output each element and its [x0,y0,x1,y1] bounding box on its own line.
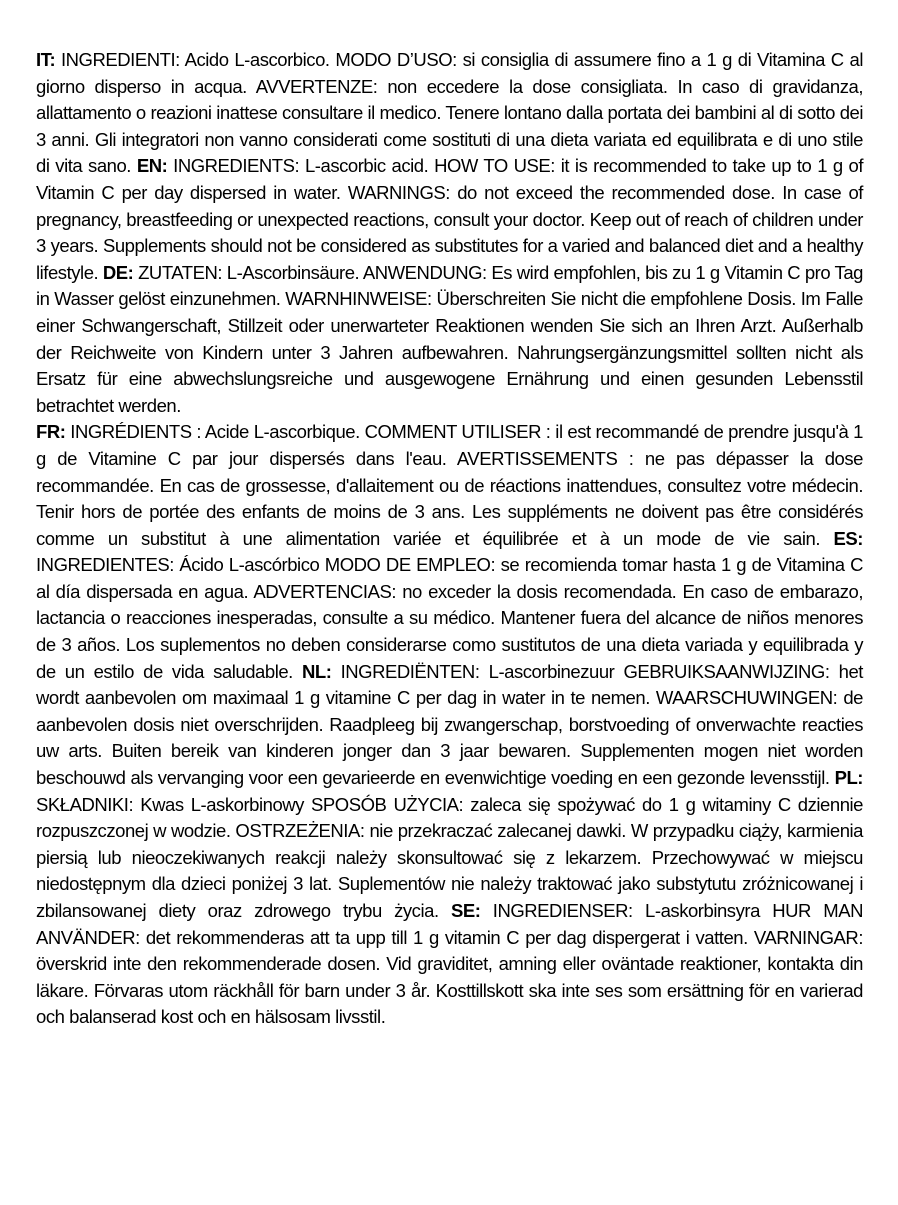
lang-code-se: SE: [450,900,481,921]
lang-code-pl: PL: [834,767,863,789]
lang-text-se: INGREDIENSER: L-askorbinsyra HUR MAN ANVÄNDER: det rekommenderas att ta upp till 1 g vitamin C per dag dispergerat i vatten. VARNINGAR: överskrid inte den rekommenderade dosen. Vid graviditet, amning eller oväntade reaktioner, kontakta din läkare. Förvaras utom räckhåll för barn under 3 år. Kosttillskott ska inte ses som ersättning för en varierad och balanserad kost och en hälsosam livsstil. [36,900,863,1028]
lang-text-nl: INGREDIËNTEN: L-ascorbinezuur GEBRUIKSAANWIJZING: het wordt aanbevolen om maximaal 1 g vitamine C per dag in water in te nemen. WAARSCHUWINGEN: de aanbevolen dosis niet overschrijden. Raadpleeg bij zwangerschap, borstvoeding of onverwachte reacties uw arts. Buiten bereik van kinderen jonger dan 3 jaar bewaren. Supplementen mogen niet worden beschouwd als vervanging voor een gevarieerde en evenwichtige voeding en een gezonde levensstijl. [36,660,863,789]
lang-text-en: INGREDIENTS: L-ascorbic acid. HOW TO USE: it is recommended to take up to 1 g of Vitamin C per day dispersed in water. WARNINGS: do not exceed the recommended dose. In case of pregnancy, breastfeeding or unexpected reactions, consult your doctor. Keep out of reach of children under 3 years. Supplements should not be considered as substitutes for a varied and balanced diet and a healthy lifestyle. [36,155,863,283]
lang-code-nl: NL: [302,660,332,682]
lang-code-fr: FR: [36,421,66,443]
segment-fr [36,421,863,548]
lang-text-it: INGREDIENTI: Acido L-ascorbico. MODO D’USO: si consiglia di assumere fino a 1 g di Vitamina C al giorno disperso in acqua. AVVERTENZE: non eccedere la dose consigliata. In caso di gravidanza, allattamento o reazioni inattese consultare il medico. Tenere lontano dalla portata dei bambini al di sotto dei 3 anni. Gli integratori non vanno considerati come sostituti di una dieta variata ed equilibrata e di uno stile di vita sano. [36,49,863,177]
lang-code-en: EN: [136,155,168,177]
lang-text-es: INGREDIENTES: Ácido L-ascórbico MODO DE EMPLEO: se recomienda tomar hasta 1 g de Vitamina C al día dispersada en agua. ADVERTENCIAS: no exceder la dosis recomendada. En caso de embarazo, lactancia o reacciones inesperadas, consulte a su médico. Mantener fuera del alcance de niños menores de 3 años. Los suplementos no deben considerarse como sustitutos de una dieta variada y equilibrada y de un estilo de vida saludable. [36,554,863,682]
lang-text-de: ZUTATEN: L-Ascorbinsäure. ANWENDUNG: Es wird empfohlen, bis zu 1 g Vitamin C pro Tag in Wasser gelöst einzunehmen. WARNHINWEISE: Überschreiten Sie nicht die empfohlene Dosis. Im Falle einer Schwangerschaft, Stillzeit oder unerwarteter Reaktionen wenden Sie sich an Ihren Arzt. Außerhalb der Reichweite von Kindern unter 3 Jahren aufbewahren. Nahrungsergänzungsmittel sollten nicht als Ersatz für eine abwechslungsreiche und ausgewogene Ernährung und einen gesunden Lebensstil betrachtet werden. [36,261,863,416]
lang-text-pl: SKŁADNIKI: Kwas L-askorbinowy SPOSÓB UŻYCIA: zaleca się spożywać do 1 g witaminy C dziennie rozpuszczonej w wodzie. OSTRZEŻENIA: nie przekraczać zalecanej dawki. W przypadku ciąży, karmienia piersią lub nieoczekiwanych reakcji należy skonsultować się z lekarzem. Przechowywać w miejscu niedostępnym dla dzieci poniżej 3 lat. Suplementów nie należy traktować jako substytutu zróżnicowanej i zbilansowanej diety oraz zdrowego trybu życia. [36,793,863,921]
lang-code-es: ES: [833,527,863,549]
segment-es [36,528,863,682]
segment-pl [36,767,863,921]
paragraph-it-en-de [36,47,863,419]
lang-code-it: IT: [36,49,56,70]
lang-code-de: DE: [102,261,134,283]
paragraph-fr-es-nl-pl-se [36,419,863,1031]
lang-text-fr: INGRÉDIENTS : Acide L-ascorbique. COMMENT UTILISER : il est recommandé de prendre jusqu'à 1 g de Vitamine C par jour dispersés dans l'eau. AVERTISSEMENTS : ne pas dépasser la dose recommandée. En cas de grossesse, d'allaitement ou de réactions inattendues, consultez votre médecin. Tenir hors de portée des enfants de moins de 3 ans. Les suppléments ne doivent pas être considérés comme un substitut à une alimentation variée et équilibrée et à un mode de vie sain. [36,421,863,549]
segment-de [36,262,863,416]
